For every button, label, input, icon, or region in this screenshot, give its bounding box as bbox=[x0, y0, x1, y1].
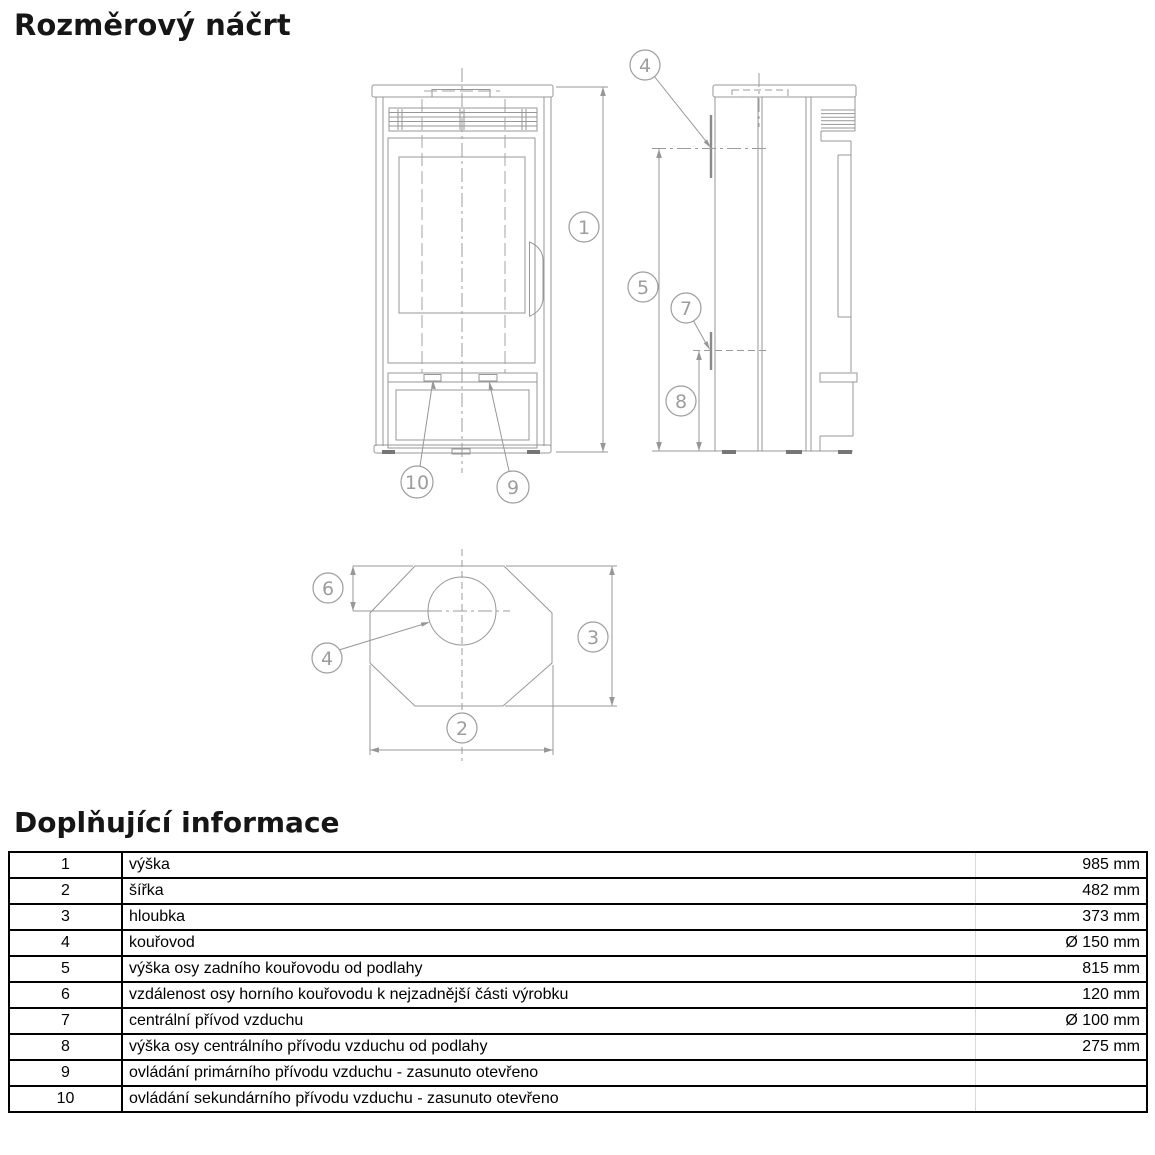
callout-2 bbox=[447, 713, 477, 743]
svg-text:4: 4 bbox=[320, 648, 334, 670]
row-value-cell: 275 mm bbox=[976, 1034, 1148, 1060]
row-value-cell: 373 mm bbox=[976, 904, 1148, 930]
row-desc-cell: kouřovod bbox=[122, 930, 976, 956]
table-row bbox=[9, 1034, 1147, 1060]
row-number-cell: 1 bbox=[9, 852, 122, 878]
callout-9 bbox=[497, 471, 529, 503]
svg-text:9: 9 bbox=[506, 477, 520, 499]
info-table bbox=[8, 851, 1148, 1113]
table-row bbox=[9, 904, 1147, 930]
row-number-cell: 2 bbox=[9, 878, 122, 904]
callout-8 bbox=[666, 386, 696, 416]
leader-4-flue bbox=[654, 76, 711, 148]
callout-10 bbox=[401, 466, 433, 498]
svg-text:6: 6 bbox=[321, 578, 335, 600]
row-desc-cell: ovládání primárního přívodu vzduchu - zasunuto otevřeno bbox=[122, 1060, 976, 1086]
svg-text:3: 3 bbox=[586, 627, 600, 649]
front-view bbox=[372, 68, 553, 473]
page-title: Rozměrový náčrt bbox=[14, 8, 291, 42]
row-value-cell: 815 mm bbox=[976, 956, 1148, 982]
svg-text:5: 5 bbox=[636, 277, 650, 299]
row-value-cell bbox=[976, 1060, 1148, 1086]
row-number-cell: 7 bbox=[9, 1008, 122, 1034]
svg-text:10: 10 bbox=[404, 472, 430, 494]
table-row bbox=[9, 956, 1147, 982]
dimension-central-air-height bbox=[696, 351, 702, 451]
callout-4-flue bbox=[630, 50, 660, 80]
table-row bbox=[9, 982, 1147, 1008]
leader-9 bbox=[489, 381, 509, 471]
row-value-cell: Ø 150 mm bbox=[976, 930, 1148, 956]
row-desc-cell: hloubka bbox=[122, 904, 976, 930]
info-title: Doplňující informace bbox=[14, 806, 340, 839]
row-desc-cell: výška osy centrálního přívodu vzduchu od podlahy bbox=[122, 1034, 976, 1060]
row-desc-cell: výška bbox=[122, 852, 976, 878]
table-row bbox=[9, 1008, 1147, 1034]
row-number-cell: 5 bbox=[9, 956, 122, 982]
secondary-air-slider bbox=[424, 375, 441, 382]
row-number-cell: 6 bbox=[9, 982, 122, 1008]
row-value-cell: 120 mm bbox=[976, 982, 1148, 1008]
dimension-height bbox=[556, 87, 608, 452]
callout-1 bbox=[569, 212, 599, 242]
row-desc-cell: ovládání sekundárního přívodu vzduchu - zasunuto otevřeno bbox=[122, 1086, 976, 1112]
callout-5 bbox=[628, 272, 658, 302]
row-number-cell: 10 bbox=[9, 1086, 122, 1112]
callout-7 bbox=[671, 293, 701, 323]
table-row bbox=[9, 852, 1147, 878]
row-number-cell: 4 bbox=[9, 930, 122, 956]
front-grille bbox=[389, 108, 537, 131]
callout-4-top bbox=[312, 643, 342, 673]
callout-6 bbox=[313, 573, 343, 603]
row-number-cell: 3 bbox=[9, 904, 122, 930]
row-desc-cell: vzdálenost osy horního kouřovodu k nejzadnější části výrobku bbox=[122, 982, 976, 1008]
svg-text:4: 4 bbox=[638, 55, 652, 77]
row-value-cell: 985 mm bbox=[976, 852, 1148, 878]
svg-text:1: 1 bbox=[577, 217, 591, 239]
primary-air-slider bbox=[479, 375, 497, 382]
row-number-cell: 8 bbox=[9, 1034, 122, 1060]
row-value-cell: 482 mm bbox=[976, 878, 1148, 904]
svg-text:8: 8 bbox=[674, 391, 688, 413]
table-row bbox=[9, 1060, 1147, 1086]
dimension-flue-offset bbox=[350, 566, 428, 611]
svg-text:2: 2 bbox=[455, 718, 469, 740]
dimension-rear-flue-height bbox=[656, 149, 662, 451]
row-value-cell bbox=[976, 1086, 1148, 1112]
table-row bbox=[9, 930, 1147, 956]
row-value-cell: Ø 100 mm bbox=[976, 1008, 1148, 1034]
row-desc-cell: šířka bbox=[122, 878, 976, 904]
door-handle bbox=[530, 242, 544, 316]
svg-text:7: 7 bbox=[679, 298, 693, 320]
leader-7 bbox=[693, 320, 710, 350]
row-desc-cell: centrální přívod vzduchu bbox=[122, 1008, 976, 1034]
table-row bbox=[9, 878, 1147, 904]
table-row bbox=[9, 1086, 1147, 1112]
info-table-body bbox=[9, 852, 1147, 1112]
leader-4-top bbox=[339, 622, 430, 650]
row-number-cell: 9 bbox=[9, 1060, 122, 1086]
callout-3 bbox=[578, 622, 608, 652]
row-desc-cell: výška osy zadního kouřovodu od podlahy bbox=[122, 956, 976, 982]
